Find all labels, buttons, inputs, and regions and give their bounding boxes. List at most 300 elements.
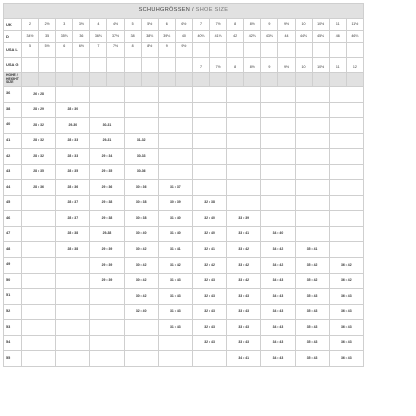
size-cell: 34 • 43 [261, 273, 295, 289]
header-cell: 8½ [141, 43, 158, 58]
size-cell [295, 102, 329, 118]
size-cell [227, 118, 261, 134]
table-row [4, 335, 364, 351]
size-header-cell [124, 73, 141, 87]
header-cell: 10 [295, 58, 312, 73]
size-cell: 35 • 43 [295, 289, 329, 305]
size-cell: 33 • 42 [227, 242, 261, 258]
size-cell: 34 • 41 [227, 351, 261, 367]
size-cell: 30-33 [124, 149, 158, 165]
size-cell: 29-31 [90, 133, 124, 149]
header-cell [278, 43, 295, 58]
header-cell: 35⅔ [56, 31, 73, 43]
size-cell: 32 • 43 [192, 304, 226, 320]
header-cell: 9½ [278, 19, 295, 31]
header-cell: 5 [22, 43, 39, 58]
header-cell [158, 58, 175, 73]
size-cell: 32 • 38 [192, 195, 226, 211]
table-row [4, 87, 364, 103]
size-cell [329, 118, 363, 134]
height-label: 52 [4, 304, 22, 320]
size-cell: 28 • 37 [56, 195, 90, 211]
size-header-label-line: SIZE [6, 80, 14, 85]
size-cell [22, 289, 56, 305]
header-cell: 8 [227, 19, 244, 31]
size-cell [295, 149, 329, 165]
header-cell: 35 [39, 31, 56, 43]
size-cell [90, 320, 124, 336]
size-cell [158, 102, 192, 118]
table-row [4, 226, 364, 242]
size-cell [261, 195, 295, 211]
size-header-cell [107, 73, 124, 87]
header-cell: 9½ [175, 43, 192, 58]
header-cell: 11 [329, 58, 346, 73]
size-header-cell [278, 73, 295, 87]
size-cell [329, 211, 363, 227]
table-row [4, 351, 364, 367]
table-row [4, 211, 364, 227]
size-cell [90, 289, 124, 305]
size-cell [90, 335, 124, 351]
size-cell: 31 • 42 [158, 258, 192, 274]
size-cell: 28 • 32 [22, 149, 56, 165]
size-cell [295, 226, 329, 242]
height-label: 46 [4, 211, 22, 227]
size-cell [192, 87, 226, 103]
size-cell: 32 • 41 [192, 242, 226, 258]
size-cell: 33 • 42 [227, 273, 261, 289]
header-cell: 46⅔ [346, 31, 363, 43]
size-table [3, 3, 364, 367]
header-cell [227, 43, 244, 58]
size-cell [192, 102, 226, 118]
size-header-label-line: HEIGHT [6, 76, 19, 81]
size-cell [56, 335, 90, 351]
header-cell: 5½ [39, 43, 56, 58]
header-cell: 7 [192, 19, 209, 31]
header-label-usa-g: USA G [4, 58, 22, 73]
size-cell: 28 • 33 [56, 133, 90, 149]
header-cell: 7 [90, 43, 107, 58]
size-cell: 31 • 40 [158, 226, 192, 242]
header-cell: 3 [56, 19, 73, 31]
size-cell [124, 351, 158, 367]
size-cell: 29 • 38 [90, 195, 124, 211]
header-cell: 45⅓ [312, 31, 329, 43]
size-cell: 29 • 36 [90, 180, 124, 196]
height-label: 48 [4, 242, 22, 258]
size-header-cell [295, 73, 312, 87]
size-header-cell [90, 73, 107, 87]
size-cell [90, 304, 124, 320]
size-cell: 30 • 38 [124, 211, 158, 227]
size-cell: 33 • 41 [227, 226, 261, 242]
size-cell [22, 226, 56, 242]
size-cell [192, 180, 226, 196]
size-cell [158, 164, 192, 180]
size-cell [329, 180, 363, 196]
table-row [4, 118, 364, 134]
table-row [4, 149, 364, 165]
header-cell [329, 43, 346, 58]
header-cell: 44⅔ [295, 31, 312, 43]
size-cell [56, 258, 90, 274]
size-cell: 33 • 39 [227, 211, 261, 227]
size-cell: 36 • 42 [329, 258, 363, 274]
size-header-cell [227, 73, 244, 87]
size-cell [329, 102, 363, 118]
header-cell [346, 43, 363, 58]
size-header-cell [22, 73, 39, 87]
header-cell: 6 [158, 19, 175, 31]
size-header-cell [261, 73, 278, 87]
size-cell [124, 335, 158, 351]
size-cell: 29 • 35 [90, 164, 124, 180]
size-cell: 35 • 41 [295, 242, 329, 258]
size-cell [56, 351, 90, 367]
size-cell: 29 • 34 [90, 149, 124, 165]
size-cell [261, 87, 295, 103]
header-cell: 9 [261, 19, 278, 31]
header-label-uk: UK [4, 19, 22, 31]
size-cell: 28 • 35 [22, 164, 56, 180]
size-cell: 28 • 36 [56, 180, 90, 196]
height-label: 47 [4, 226, 22, 242]
header-cell: 39⅓ [158, 31, 175, 43]
size-cell: 32 • 40 [124, 304, 158, 320]
size-cell: 29 • 39 [90, 242, 124, 258]
size-cell: 36 • 43 [329, 320, 363, 336]
size-cell: 30 • 40 [124, 226, 158, 242]
size-cell: 35 • 42 [295, 273, 329, 289]
size-cell [227, 133, 261, 149]
size-cell: 36 • 43 [329, 335, 363, 351]
table-row [4, 289, 364, 305]
size-header-cell [244, 73, 261, 87]
size-cell: 33 • 43 [227, 304, 261, 320]
size-header-cell [175, 73, 192, 87]
size-cell: 34 • 43 [261, 351, 295, 367]
header-cell [244, 43, 261, 58]
height-label: 54 [4, 335, 22, 351]
header-cell: 34½ [22, 31, 39, 43]
size-cell [329, 133, 363, 149]
size-cell [56, 304, 90, 320]
size-cell [124, 102, 158, 118]
size-cell: 30 • 36 [124, 180, 158, 196]
size-cell: 35 • 43 [295, 335, 329, 351]
size-cell: 31 • 43 [158, 304, 192, 320]
table-row [4, 242, 364, 258]
header-cell: 40⅔ [192, 31, 209, 43]
size-cell [329, 242, 363, 258]
header-cell: 41⅓ [210, 31, 227, 43]
size-cell: 36 • 43 [329, 304, 363, 320]
header-cell [22, 58, 39, 73]
size-cell: 28 • 30 [56, 102, 90, 118]
height-label: 50 [4, 273, 22, 289]
header-cell: 42⅔ [244, 31, 261, 43]
size-cell: 30 • 42 [124, 289, 158, 305]
height-label: 44 [4, 180, 22, 196]
table-row [4, 258, 364, 274]
height-label: 45 [4, 195, 22, 211]
header-cell: 3½ [73, 19, 90, 31]
size-cell [261, 118, 295, 134]
size-cell [261, 164, 295, 180]
title-row [4, 4, 364, 19]
header-cell: 44 [278, 31, 295, 43]
header-cell: 10½ [312, 58, 329, 73]
size-header-cell [346, 73, 363, 87]
size-cell [56, 87, 90, 103]
size-cell [22, 211, 56, 227]
header-cell: 11 [329, 19, 346, 31]
header-cell: 40 [175, 31, 192, 43]
size-header-cell [141, 73, 158, 87]
size-header-cell [56, 73, 73, 87]
size-cell [295, 195, 329, 211]
header-row-uk [4, 19, 364, 31]
header-cell [295, 43, 312, 58]
header-cell: 38⅔ [141, 31, 158, 43]
height-label: 38 [4, 102, 22, 118]
size-cell: 29-38 [90, 226, 124, 242]
header-cell: 6½ [73, 43, 90, 58]
size-header-label-line: HÖHE / [6, 73, 18, 78]
size-cell [227, 149, 261, 165]
size-header-label [4, 73, 22, 87]
header-cell: 42 [227, 31, 244, 43]
size-cell: 36 • 43 [329, 289, 363, 305]
header-cell: 38 [124, 31, 141, 43]
header-cell: 36 [73, 31, 90, 43]
size-cell [329, 87, 363, 103]
size-cell: 28 • 32 [22, 118, 56, 134]
header-cell: 7½ [107, 43, 124, 58]
header-cell: 9 [261, 58, 278, 73]
size-cell: 34 • 42 [261, 242, 295, 258]
size-cell [158, 335, 192, 351]
header-cell: 6½ [175, 19, 192, 31]
size-cell: 30 • 42 [124, 258, 158, 274]
header-cell [56, 58, 73, 73]
table-row [4, 102, 364, 118]
size-cell [227, 87, 261, 103]
size-cell [124, 87, 158, 103]
size-cell: 28 • 38 [56, 226, 90, 242]
size-cell [192, 133, 226, 149]
header-cell: 36⅔ [90, 31, 107, 43]
header-cell [312, 43, 329, 58]
size-cell [22, 320, 56, 336]
size-cell: 28 • 32 [22, 133, 56, 149]
header-cell [192, 43, 209, 58]
size-cell: 33 • 43 [227, 289, 261, 305]
size-cell [329, 195, 363, 211]
size-header-cell [312, 73, 329, 87]
header-cell [261, 43, 278, 58]
size-cell: 30 • 42 [124, 242, 158, 258]
size-cell [56, 320, 90, 336]
table-row [4, 304, 364, 320]
size-cell: 31 • 43 [158, 273, 192, 289]
height-label: 55 [4, 351, 22, 367]
size-cell: 35 • 43 [295, 351, 329, 367]
size-cell: 32 • 43 [192, 335, 226, 351]
size-cell [329, 164, 363, 180]
size-cell: 29 • 39 [90, 258, 124, 274]
size-cell: 33 • 43 [227, 320, 261, 336]
size-cell [158, 118, 192, 134]
size-cell [227, 180, 261, 196]
size-cell [22, 242, 56, 258]
size-cell: 31-32 [124, 133, 158, 149]
header-cell: 10 [295, 19, 312, 31]
header-cell: 7½ [210, 19, 227, 31]
size-cell: 32 • 43 [192, 289, 226, 305]
header-cell [124, 58, 141, 73]
size-cell: 34 • 43 [261, 289, 295, 305]
size-cell [261, 133, 295, 149]
size-cell: 29 • 38 [90, 211, 124, 227]
size-header-cell [329, 73, 346, 87]
height-label: 49 [4, 258, 22, 274]
size-cell [227, 164, 261, 180]
size-cell: 35 • 42 [295, 258, 329, 274]
size-cell: 31 • 43 [158, 289, 192, 305]
shoe-size-chart [3, 3, 363, 367]
table-title [4, 4, 364, 19]
header-cell: 9½ [278, 58, 295, 73]
height-label: 40 [4, 118, 22, 134]
table-row [4, 273, 364, 289]
size-cell: 31 • 43 [158, 320, 192, 336]
header-cell [107, 58, 124, 73]
title-sub: SHOE SIZE [193, 7, 229, 14]
size-cell [158, 149, 192, 165]
size-cell [22, 258, 56, 274]
size-cell: 31 • 37 [158, 180, 192, 196]
header-cell: 5½ [141, 19, 158, 31]
size-cell: 34 • 40 [261, 226, 295, 242]
size-header-cell [73, 73, 90, 87]
size-cell [295, 164, 329, 180]
size-cell: 32 • 43 [192, 320, 226, 336]
size-cell: 28 • 33 [56, 149, 90, 165]
size-cell [56, 273, 90, 289]
header-cell: 37½ [107, 31, 124, 43]
size-cell: 28 • 36 [22, 180, 56, 196]
size-cell [22, 304, 56, 320]
size-cell: 31 • 40 [158, 211, 192, 227]
size-cell: 34 • 43 [261, 320, 295, 336]
size-cell [158, 87, 192, 103]
size-cell: 29 • 39 [90, 273, 124, 289]
size-cell: 30-31 [90, 118, 124, 134]
size-cell [192, 118, 226, 134]
size-cell [227, 102, 261, 118]
size-cell: 28 • 38 [56, 242, 90, 258]
size-cell [295, 118, 329, 134]
size-cell: 26 • 28 [22, 87, 56, 103]
size-cell [158, 351, 192, 367]
size-cell: 35 • 43 [295, 320, 329, 336]
height-label: 42 [4, 149, 22, 165]
height-label: 53 [4, 320, 22, 336]
header-cell: 11½ [346, 19, 363, 31]
size-cell: 28 • 29 [22, 102, 56, 118]
header-cell [210, 43, 227, 58]
size-cell [22, 273, 56, 289]
header-cell [90, 58, 107, 73]
size-header-cell [39, 73, 56, 87]
size-cell [158, 133, 192, 149]
size-cell [22, 335, 56, 351]
size-cell [227, 195, 261, 211]
size-cell: 36 • 43 [329, 351, 363, 367]
size-cell [192, 149, 226, 165]
size-cell [90, 351, 124, 367]
size-cell: 32 • 43 [192, 273, 226, 289]
size-cell [329, 149, 363, 165]
header-row-usa-l [4, 43, 364, 58]
header-cell: 8½ [244, 19, 261, 31]
header-cell: 5 [124, 19, 141, 31]
header-cell: 9 [158, 43, 175, 58]
size-header-cell [192, 73, 209, 87]
header-cell: 8½ [244, 58, 261, 73]
size-cell: 35 • 43 [295, 304, 329, 320]
size-cell [56, 289, 90, 305]
header-cell: 2 [22, 19, 39, 31]
size-cell: 34 • 42 [261, 258, 295, 274]
header-cell: 8 [124, 43, 141, 58]
size-cell: 28 • 35 [56, 164, 90, 180]
size-cell [124, 320, 158, 336]
header-cell: 10½ [312, 19, 329, 31]
size-cell [22, 351, 56, 367]
header-row-d [4, 31, 364, 43]
height-label: 41 [4, 133, 22, 149]
size-cell [22, 195, 56, 211]
height-label: 43 [4, 164, 22, 180]
header-cell: 7½ [210, 58, 227, 73]
table-row [4, 164, 364, 180]
table-row [4, 180, 364, 196]
table-row [4, 320, 364, 336]
header-row-usa-g [4, 58, 364, 73]
size-cell [295, 133, 329, 149]
header-cell: 46 [329, 31, 346, 43]
table-row [4, 195, 364, 211]
size-cell [295, 87, 329, 103]
header-label-usa-l: USA L [4, 43, 22, 58]
size-cell: 32 • 40 [192, 226, 226, 242]
header-cell [39, 58, 56, 73]
header-cell [175, 58, 192, 73]
header-cell: 4 [90, 19, 107, 31]
size-cell: 29-30 [56, 118, 90, 134]
size-header-cell [210, 73, 227, 87]
header-cell: 12 [346, 58, 363, 73]
size-cell [192, 164, 226, 180]
header-label-d: D [4, 31, 22, 43]
size-cell: 32 • 40 [192, 211, 226, 227]
size-cell [261, 180, 295, 196]
header-cell: 7 [192, 58, 209, 73]
